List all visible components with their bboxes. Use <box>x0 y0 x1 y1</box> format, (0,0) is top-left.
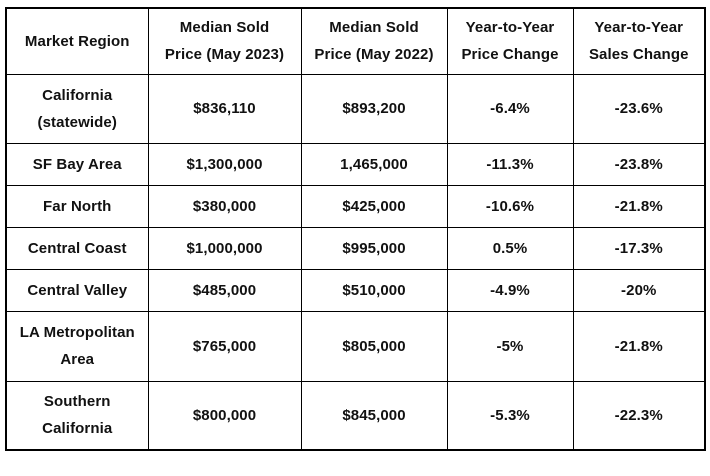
region-line: LA Metropolitan <box>19 324 135 341</box>
median-price-2023-cell: $380,000 <box>148 185 301 227</box>
region-cell <box>6 311 148 381</box>
median-price-2023-cell: $1,300,000 <box>148 143 301 185</box>
table-row-la-metropolitan-area <box>6 311 705 381</box>
median-price-2022-cell: 1,465,000 <box>301 143 447 185</box>
region-line: Far North <box>43 197 112 215</box>
header-line: Median Sold <box>179 19 270 37</box>
region-cell <box>6 143 148 185</box>
column-header-median-price-2022 <box>301 8 447 74</box>
median-price-2022-cell: $845,000 <box>301 381 447 450</box>
sales-change-cell: -17.3% <box>573 227 705 269</box>
median-price-2023-cell: $800,000 <box>148 381 301 450</box>
header-line: Year-to-Year <box>465 19 555 37</box>
median-price-2022-cell: $805,000 <box>301 311 447 381</box>
column-header-sales-change <box>573 8 705 74</box>
median-price-2022-cell: $893,200 <box>301 74 447 143</box>
median-price-2022-cell: $425,000 <box>301 185 447 227</box>
region-line: Central Valley <box>27 281 128 299</box>
price-change-cell: -6.4% <box>447 74 573 143</box>
price-change-cell: -4.9% <box>447 269 573 311</box>
price-change-cell: -5.3% <box>447 381 573 450</box>
median-price-2023-cell: $485,000 <box>148 269 301 311</box>
median-price-2022-cell: $510,000 <box>301 269 447 311</box>
sales-change-cell: -23.6% <box>573 74 705 143</box>
sales-change-cell: -22.3% <box>573 381 705 450</box>
region-cell <box>6 381 148 450</box>
sales-change-cell: -23.8% <box>573 143 705 185</box>
market-region-table <box>5 7 706 451</box>
price-change-cell: -11.3% <box>447 143 573 185</box>
header-line: Price (May 2023) <box>164 46 285 64</box>
header-line: Price (May 2022) <box>314 46 434 64</box>
region-line: Central Coast <box>27 239 127 257</box>
sales-change-cell: -21.8% <box>573 185 705 227</box>
sales-change-cell: -20% <box>573 269 705 311</box>
region-line: Southern <box>43 393 111 411</box>
region-cell <box>6 227 148 269</box>
median-price-2023-cell: $1,000,000 <box>148 227 301 269</box>
header-line: Price Change <box>461 46 559 64</box>
region-cell <box>6 74 148 143</box>
column-header-market-region <box>6 8 148 74</box>
price-change-cell: 0.5% <box>447 227 573 269</box>
region-line: (statewide) <box>37 113 117 131</box>
median-price-2023-cell: $836,110 <box>148 74 301 143</box>
header-line: Sales Change <box>588 46 689 64</box>
region-cell <box>6 269 148 311</box>
price-change-cell: -5% <box>447 311 573 381</box>
median-price-2022-cell: $995,000 <box>301 227 447 269</box>
table-row-central-coast <box>6 227 705 269</box>
region-line: California <box>42 86 113 104</box>
header-line: Market Region <box>24 32 130 50</box>
region-line: California <box>42 420 113 438</box>
header-line: Median Sold <box>329 19 419 37</box>
region-line: SF Bay Area <box>32 155 122 173</box>
table-row-southern-california <box>6 381 705 450</box>
table-row-far-north <box>6 185 705 227</box>
column-header-median-price-2023 <box>148 8 301 74</box>
table-row-central-valley <box>6 269 705 311</box>
column-header-price-change <box>447 8 573 74</box>
table-row-sf-bay-area <box>6 143 705 185</box>
table-header-row <box>6 8 705 74</box>
median-price-2023-cell: $765,000 <box>148 311 301 381</box>
region-line: Area <box>60 351 95 368</box>
price-change-cell: -10.6% <box>447 185 573 227</box>
header-line: Year-to-Year <box>594 19 684 37</box>
table-row-california-statewide <box>6 74 705 143</box>
sales-change-cell: -21.8% <box>573 311 705 381</box>
region-cell <box>6 185 148 227</box>
